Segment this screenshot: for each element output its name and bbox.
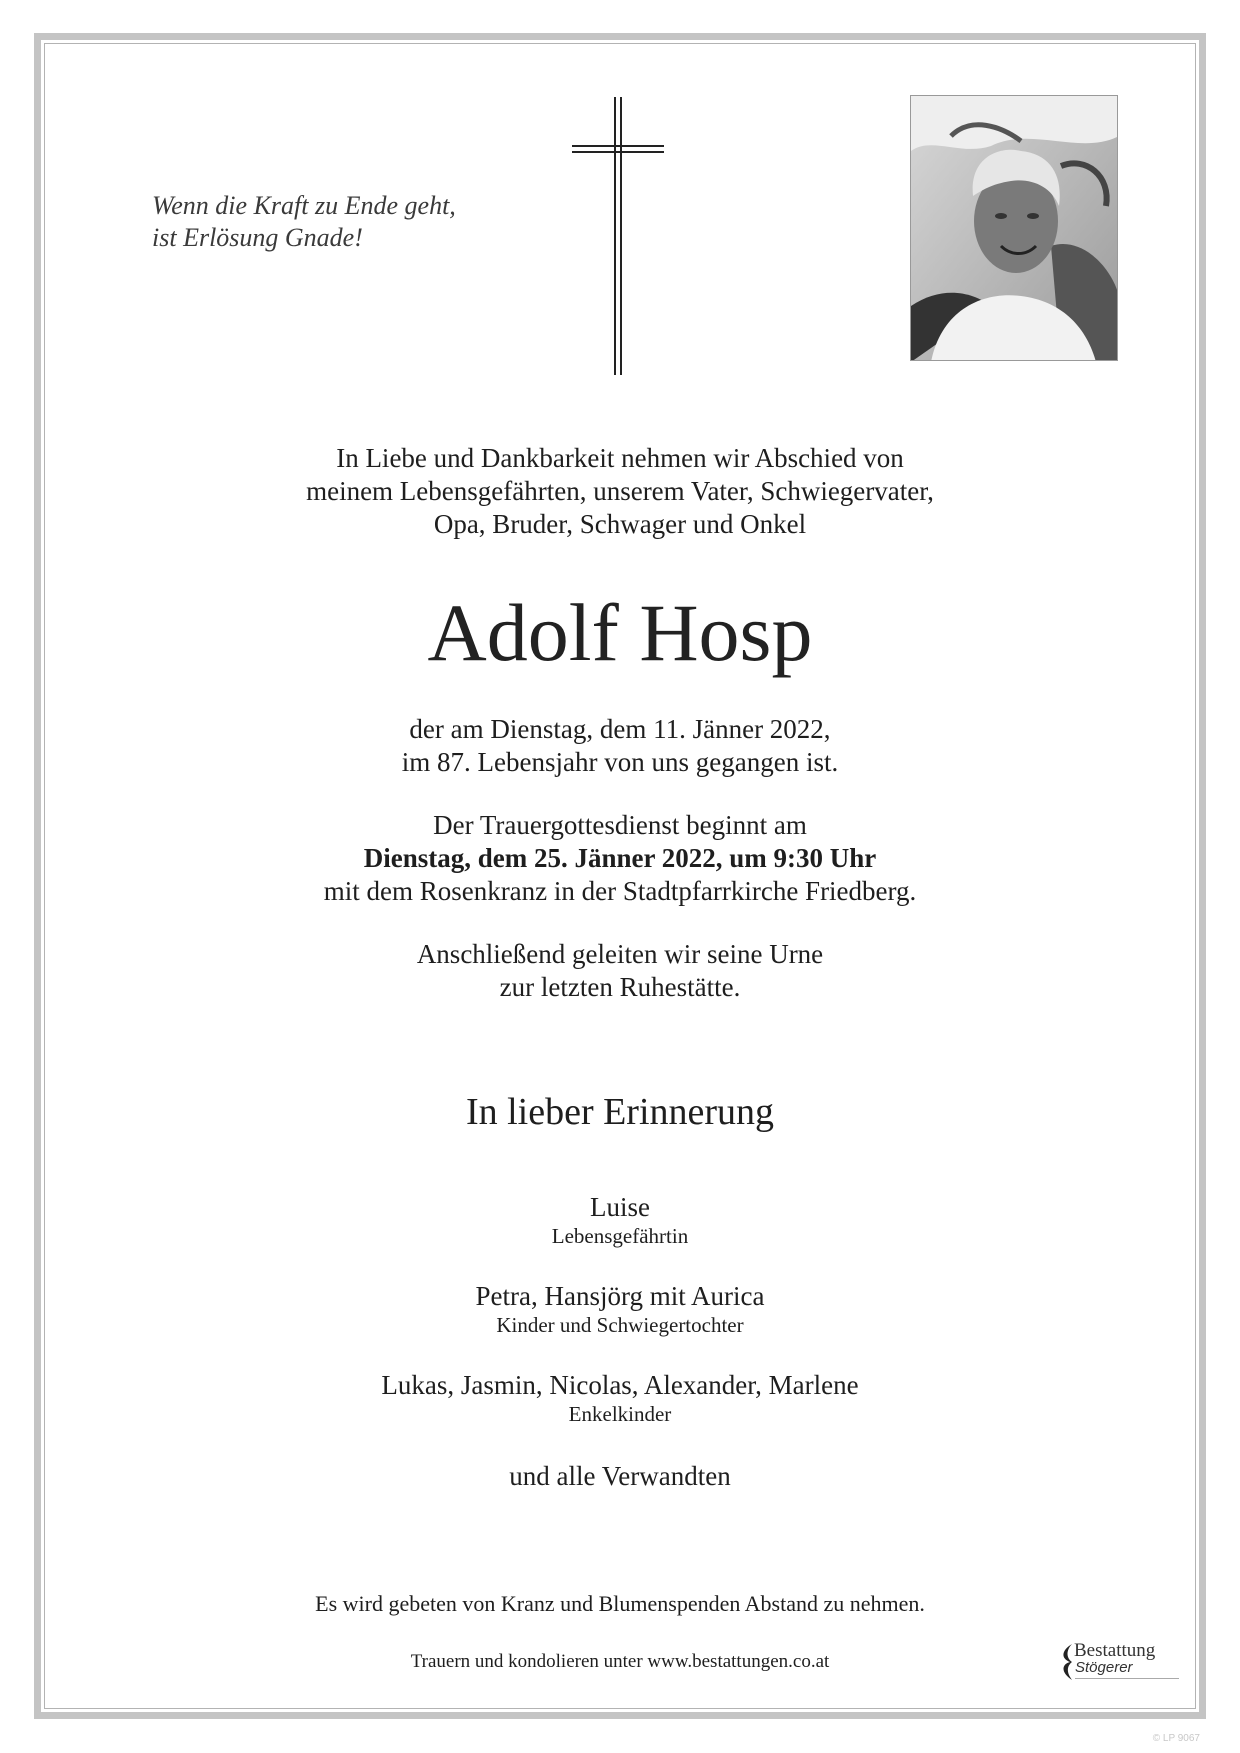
mourner-group — [0, 1280, 1240, 1338]
mourner-names: Petra, Hansjörg mit Aurica — [475, 1281, 765, 1311]
leaf-icon — [1058, 1644, 1074, 1680]
quote-line-1: Wenn die Kraft zu Ende geht, — [152, 191, 456, 220]
intro-line-2: meinem Lebensgefährten, unserem Vater, Schwiegervater, — [306, 476, 934, 506]
intro-line-1: In Liebe und Dankbarkeit nehmen wir Abschied von — [336, 443, 904, 473]
burial-line-2: zur letzten Ruhestätte. — [499, 972, 741, 1002]
logo-divider — [1075, 1678, 1179, 1679]
print-code: © LP 9067 — [1152, 1733, 1200, 1744]
portrait-photo — [910, 95, 1118, 361]
mourner-relation: Lebensgefährtin — [551, 1224, 689, 1248]
other-relatives: und alle Verwandten — [509, 1461, 731, 1491]
funeral-home-name: Bestattung — [1074, 1640, 1156, 1661]
intro-line-3: Opa, Bruder, Schwager und Onkel — [433, 509, 807, 539]
donation-request: Es wird gebeten von Kranz und Blumenspenden Abstand zu nehmen. — [315, 1591, 925, 1616]
deceased-name: Adolf Hosp — [427, 587, 813, 678]
burial-line-1: Anschließend geleiten wir seine Urne — [416, 939, 824, 969]
service-line-1: Der Trauergottesdienst beginnt am — [433, 810, 807, 840]
death-info — [0, 713, 1240, 779]
mourner-names: Lukas, Jasmin, Nicolas, Alexander, Marlene — [381, 1370, 859, 1400]
death-line-2: im 87. Lebensjahr von uns gegangen ist. — [401, 747, 839, 777]
mourner-names: Luise — [590, 1192, 650, 1222]
death-line-1: der am Dienstag, dem 11. Jänner 2022, — [409, 714, 831, 744]
intro-text — [0, 442, 1240, 541]
quote-line-2: ist Erlösung Gnade! — [152, 223, 363, 252]
service-date: Dienstag, dem 25. Jänner 2022, um 9:30 Uhr — [363, 843, 877, 873]
mourner-group — [0, 1191, 1240, 1249]
condolence-note: Trauern und kondolieren unter www.bestattungen.co.at — [410, 1651, 830, 1672]
memory-heading: In lieber Erinnerung — [465, 1091, 775, 1133]
mourner-relation: Kinder und Schwiegertochter — [496, 1313, 744, 1337]
funeral-home-logo — [1058, 1640, 1182, 1690]
mourner-relation: Enkelkinder — [568, 1402, 672, 1426]
mourner-group — [0, 1369, 1240, 1427]
quote — [152, 190, 512, 254]
cross-icon — [572, 97, 664, 375]
service-line-3: mit dem Rosenkranz in der Stadtpfarrkirche Friedberg. — [323, 876, 917, 906]
burial-info — [0, 938, 1240, 1004]
service-info — [0, 809, 1240, 908]
funeral-home-sub: Stögerer — [1075, 1659, 1133, 1676]
